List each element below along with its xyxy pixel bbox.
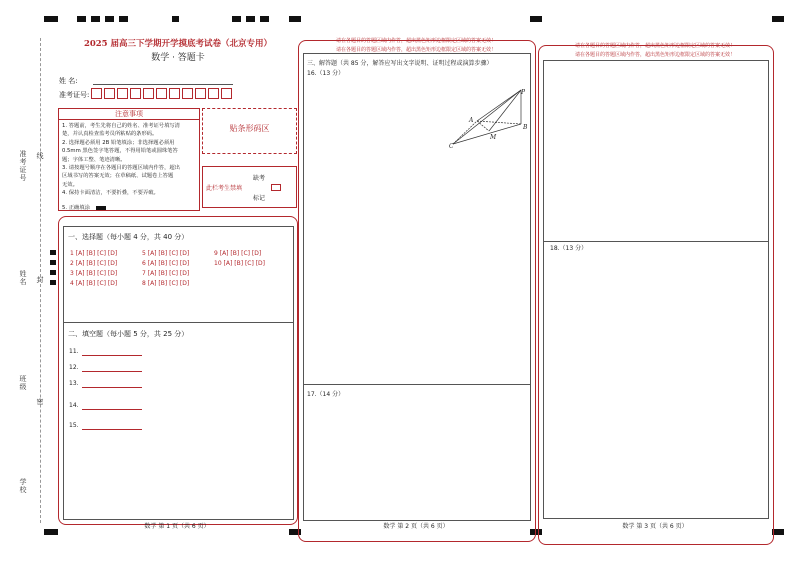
answer-section-title: 三、解答题（共 85 分，解答应写出文字说明、证明过程或演算步骤） xyxy=(307,60,493,67)
choice-row-9[interactable]: 9 [A] [B] [C] [D] xyxy=(214,250,262,257)
registration-mark xyxy=(260,16,269,22)
barcode-label: 贴条形码区 xyxy=(229,124,270,133)
choice-row-8[interactable]: 8 [A] [B] [C] [D] xyxy=(142,280,190,287)
fill-item-12: 12. xyxy=(69,364,79,371)
vertex-label-p: P xyxy=(521,89,526,96)
warning-top2-page3: 请在各题目的答题区域内作答，超出黑色矩形边框限定区域的答案无效！ xyxy=(574,52,735,58)
registration-mark xyxy=(246,16,255,22)
side-label-school: 学校 xyxy=(19,478,27,494)
q18-area[interactable] xyxy=(543,240,769,519)
notice-title: 注意事项 xyxy=(59,109,199,120)
fill-item-11: 11. xyxy=(69,348,79,355)
fill-line-11[interactable] xyxy=(82,355,142,356)
choice-row-2[interactable]: 2 [A] [B] [C] [D] xyxy=(70,260,118,267)
absent-checkbox[interactable] xyxy=(271,184,281,191)
registration-mark xyxy=(44,529,58,535)
q17-area[interactable] xyxy=(303,383,531,521)
fill-line-14[interactable] xyxy=(82,409,142,410)
notice-item: 1. 答题前，考生先将自己的姓名、准考证号填写清 xyxy=(62,123,180,129)
name-field[interactable] xyxy=(93,84,233,85)
filled-sample-mark xyxy=(96,206,106,210)
notice-item: 4. 保持卡面清洁，不要折叠，不要弄破。 xyxy=(62,190,159,197)
fill-line-12[interactable] xyxy=(82,371,142,372)
registration-mark xyxy=(50,260,56,265)
registration-mark xyxy=(91,16,100,22)
registration-mark xyxy=(172,16,179,22)
vertex-label-c: C xyxy=(449,143,454,148)
notice-item: 3. 请按题号顺序在各题目的答题区域内作答，超出 xyxy=(62,165,180,172)
side-label-line: 线 xyxy=(36,152,44,160)
fill-item-13: 13. xyxy=(69,380,79,387)
registration-mark xyxy=(289,16,301,22)
vertex-label-a: A xyxy=(469,117,474,124)
fill-title: 二、填空题（每小题 5 分，共 25 分） xyxy=(68,330,189,338)
pyramid-figure xyxy=(449,86,529,148)
registration-mark xyxy=(50,250,56,255)
absent-bottom-label: 标记 xyxy=(253,195,266,202)
choice-section xyxy=(63,226,294,323)
page-subtitle: 数学 · 答题卡 xyxy=(151,53,205,63)
side-label-dense: 密 xyxy=(36,398,44,406)
registration-mark xyxy=(530,16,542,22)
warning-top-page3: 请在各题目的答题区域内作答，超出黑色矩形边框限定区域的答案无效！ xyxy=(574,43,735,49)
notice-item: 区域书写的答案无效；在草稿纸、试题卷上答题 xyxy=(62,173,174,180)
absent-top-label: 缺考 xyxy=(253,175,266,182)
notice-item: 0.5mm 黑色签字笔答题，不得用铅笔或圆珠笔答 xyxy=(62,148,178,155)
q16-area[interactable] xyxy=(303,53,531,385)
fill-section xyxy=(63,321,294,520)
choice-row-6[interactable]: 6 [A] [B] [C] [D] xyxy=(142,260,190,267)
warning-top-page2: 请在各题目的答题区域内作答，超出黑色矩形边框限定区域的答案无效！ xyxy=(335,38,496,44)
ticket-number-boxes[interactable] xyxy=(91,88,234,99)
notice-item: 题；字体工整、笔迹清晰。 xyxy=(62,156,126,163)
absent-box xyxy=(202,166,297,208)
side-label-name: 姓名 xyxy=(19,270,27,286)
side-label-class: 班级 xyxy=(19,375,27,391)
barcode-area xyxy=(202,108,297,154)
ticket-label: 准考证号: xyxy=(59,91,90,99)
registration-mark xyxy=(119,16,128,22)
q18-label: 18.（13 分） xyxy=(550,245,588,252)
vertex-label-m: M xyxy=(490,134,497,141)
fill-item-15: 15. xyxy=(69,422,79,429)
name-label: 姓 名: xyxy=(59,77,78,85)
choice-row-7[interactable]: 7 [A] [B] [C] [D] xyxy=(142,270,190,277)
choice-title: 一、选择题（每小题 4 分，共 40 分） xyxy=(68,233,189,241)
notice-item: 无效。 xyxy=(62,181,78,188)
notice-item: 2. 选择题必须用 2B 铅笔填涂；非选择题必须用 xyxy=(62,139,175,146)
fill-item-14: 14. xyxy=(69,402,79,409)
registration-mark xyxy=(44,16,58,22)
notice-box xyxy=(58,108,200,211)
q17-continued-area[interactable] xyxy=(543,60,769,242)
notice-item: 楚，并认真检查监考员所粘贴的条形码。 xyxy=(62,131,158,138)
choice-row-10[interactable]: 10 [A] [B] [C] [D] xyxy=(214,260,266,267)
registration-mark xyxy=(232,16,241,22)
q17-label: 17.（14 分） xyxy=(307,391,345,398)
choice-row-1[interactable]: 1 [A] [B] [C] [D] xyxy=(70,250,118,257)
side-label-seal: 封 xyxy=(36,276,44,284)
page-title: 2025 届高三下学期开学摸底考试卷（北京专用） xyxy=(83,39,273,49)
side-label-ticket: 准考证号 xyxy=(19,150,27,182)
warning-top2-page2: 请在各题目的答题区域内作答，超出黑色矩形边框限定区域的答案无效！ xyxy=(335,47,496,53)
registration-mark xyxy=(50,280,56,285)
registration-mark xyxy=(77,16,86,22)
fill-line-15[interactable] xyxy=(82,429,142,430)
registration-mark xyxy=(50,270,56,275)
q16-label: 16.（13 分） xyxy=(307,70,345,77)
choice-row-3[interactable]: 3 [A] [B] [C] [D] xyxy=(70,270,118,277)
footer-page-3: 数学 第 3 页（共 6 页） xyxy=(622,523,688,530)
notice-item: 5. 正确填涂 xyxy=(62,205,90,212)
vertex-label-b: B xyxy=(523,124,528,131)
registration-mark xyxy=(105,16,114,22)
choice-row-5[interactable]: 5 [A] [B] [C] [D] xyxy=(142,250,190,257)
registration-mark xyxy=(772,16,784,22)
footer-page-2: 数学 第 2 页（共 6 页） xyxy=(383,523,449,530)
absent-left-label: 此栏考生禁填 xyxy=(206,185,243,192)
choice-row-4[interactable]: 4 [A] [B] [C] [D] xyxy=(70,280,118,287)
fill-line-13[interactable] xyxy=(82,387,142,388)
footer-page-1: 数学 第 1 页（共 6 页） xyxy=(144,523,210,530)
